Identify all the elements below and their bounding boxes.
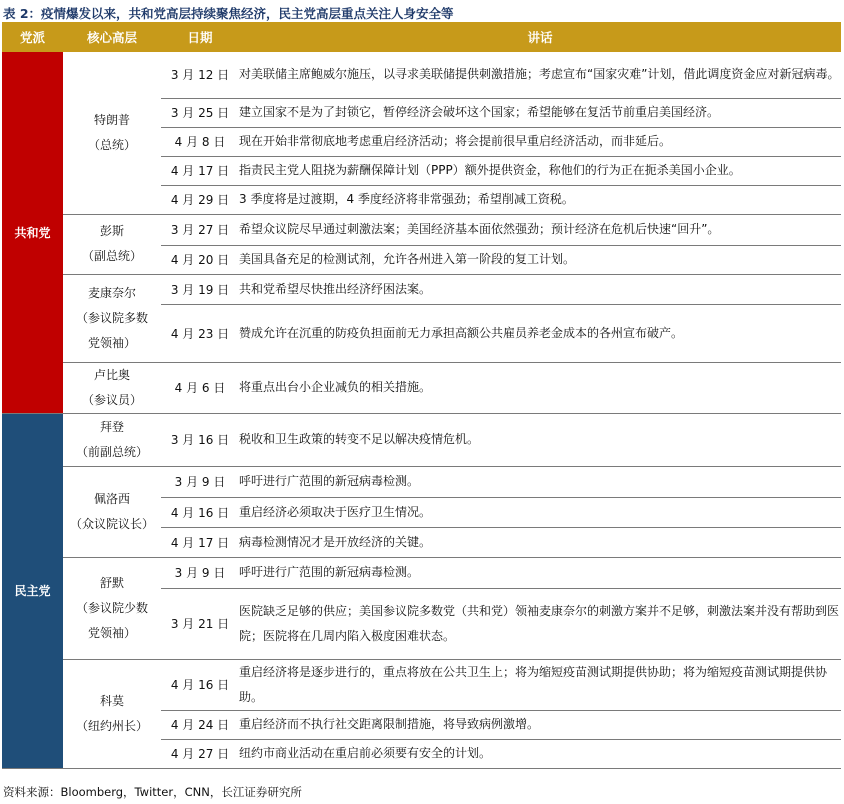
speech-cell: 建立国家不是为了封锁它，暂停经济会破坏这个国家；希望能够在复活节前重启美国经济。 (239, 98, 841, 127)
speech-cell: 呼吁进行广范围的新冠病毒检测。 (239, 557, 841, 588)
speech-cell: 现在开始非常彻底地考虑重启经济活动；将会提前很早重启经济活动，而非延后。 (239, 127, 841, 156)
table-title: 表 2：疫情爆发以来，共和党高层持续聚焦经济，民主党高层重点关注人身安全等 (3, 6, 454, 21)
date-cell: 4 月 24 日 (161, 710, 239, 739)
speech-cell: 重启经济必须取决于医疗卫生情况。 (239, 497, 841, 527)
speech-cell: 重启经济而不执行社交距离限制措施，将导致病例激增。 (239, 710, 841, 739)
leader-name: 麦康奈尔 (87, 285, 136, 300)
leader-role: （总统） (87, 137, 136, 152)
statements-table (2, 22, 841, 769)
leader-name: 特朗普 (93, 112, 130, 127)
leader-name: 舒默 (99, 575, 124, 590)
leader-name: 卢比奥 (93, 367, 130, 382)
party-cell: 民主党 (2, 413, 63, 768)
header-party: 党派 (2, 22, 63, 52)
speech-cell: 指责民主党人阻挠为薪酬保障计划（PPP）额外提供资金，称他们的行为正在扼杀美国小企业。 (239, 156, 841, 185)
date-cell: 3 月 19 日 (161, 274, 239, 304)
date-cell: 3 月 9 日 (161, 466, 239, 497)
date-cell: 3 月 27 日 (161, 214, 239, 245)
leader-role: （参议员） (81, 392, 142, 407)
header-date: 日期 (161, 22, 239, 52)
leader-name: 佩洛西 (93, 491, 130, 506)
date-cell: 3 月 12 日 (161, 52, 239, 98)
date-cell: 3 月 16 日 (161, 413, 239, 466)
table-row (2, 274, 841, 304)
leader-role: （前副总统） (75, 444, 148, 459)
speech-cell: 共和党希望尽快推出经济纾困法案。 (239, 274, 841, 304)
speech-cell: 希望众议院尽早通过刺激法案；美国经济基本面依然强劲；预计经济在危机后快速“回升”。 (239, 214, 841, 245)
speech-cell: 税收和卫生政策的转变不足以解决疫情危机。 (239, 413, 841, 466)
date-cell: 4 月 23 日 (161, 304, 239, 362)
leader-role: （参议院多数党领袖） (75, 310, 148, 350)
date-cell: 4 月 17 日 (161, 527, 239, 557)
party-cell: 共和党 (2, 52, 63, 413)
leader-cell-schumer (63, 557, 161, 659)
speech-cell: 对美联储主席鲍威尔施压，以寻求美联储提供刺激措施；考虑宣布“国家灾难”计划，借此调度资金应对新冠病毒。 (239, 52, 841, 98)
date-cell: 4 月 16 日 (161, 659, 239, 710)
leader-name: 科莫 (99, 693, 124, 708)
date-cell: 3 月 9 日 (161, 557, 239, 588)
table-row (2, 413, 841, 466)
table-header-row (2, 22, 841, 52)
table-row (2, 52, 841, 98)
speech-cell: 病毒检测情况才是开放经济的关键。 (239, 527, 841, 557)
speech-cell: 将重点出台小企业减负的相关措施。 (239, 362, 841, 413)
table-row (2, 557, 841, 588)
table-row (2, 214, 841, 245)
leader-name: 拜登 (99, 419, 124, 434)
speech-cell: 呼吁进行广范围的新冠病毒检测。 (239, 466, 841, 497)
table-row (2, 659, 841, 710)
header-leader: 核心高层 (63, 22, 161, 52)
date-cell: 4 月 8 日 (161, 127, 239, 156)
date-cell: 3 月 25 日 (161, 98, 239, 127)
date-cell: 4 月 20 日 (161, 245, 239, 274)
date-cell: 4 月 6 日 (161, 362, 239, 413)
leader-cell-mcconnell (63, 274, 161, 362)
date-cell: 4 月 29 日 (161, 185, 239, 214)
leader-role: （众议院议长） (69, 516, 154, 531)
leader-role: （参议院少数党领袖） (75, 600, 148, 640)
speech-cell: 美国具备充足的检测试剂，允许各州进入第一阶段的复工计划。 (239, 245, 841, 274)
table-row (2, 466, 841, 497)
leader-name: 彭斯 (99, 224, 124, 238)
date-cell: 3 月 21 日 (161, 588, 239, 659)
header-speech: 讲话 (239, 22, 841, 52)
leader-cell-pence (63, 214, 161, 274)
speech-cell: 3 季度将是过渡期，4 季度经济将非常强劲；希望削减工资税。 (239, 185, 841, 214)
leader-cell-biden (63, 413, 161, 466)
table-row (2, 362, 841, 413)
leader-cell-rubio (63, 362, 161, 413)
leader-cell-trump (63, 52, 161, 214)
speech-cell: 纽约市商业活动在重启前必须要有安全的计划。 (239, 739, 841, 768)
leader-role: （副总统） (81, 249, 142, 263)
leader-cell-pelosi (63, 466, 161, 557)
source-note: 资料来源：Bloomberg，Twitter，CNN，长江证券研究所 (3, 785, 302, 799)
table-body (2, 52, 841, 768)
speech-cell: 医院缺乏足够的供应；美国参议院多数党（共和党）领袖麦康奈尔的刺激方案并不足够，刺激法案并没有帮助到医院；医院将在几周内陷入极度困难状态。 (239, 588, 841, 659)
leader-cell-cuomo (63, 659, 161, 768)
speech-cell: 赞成允许在沉重的防疫负担面前无力承担高额公共雇员养老金成本的各州宣布破产。 (239, 304, 841, 362)
date-cell: 4 月 17 日 (161, 156, 239, 185)
speech-cell: 重启经济将是逐步进行的，重点将放在公共卫生上；将为缩短疫苗测试期提供协助；将为缩短疫苗测试期提供协助。 (239, 659, 841, 710)
date-cell: 4 月 16 日 (161, 497, 239, 527)
date-cell: 4 月 27 日 (161, 739, 239, 768)
leader-role: （纽约州长） (75, 718, 148, 733)
